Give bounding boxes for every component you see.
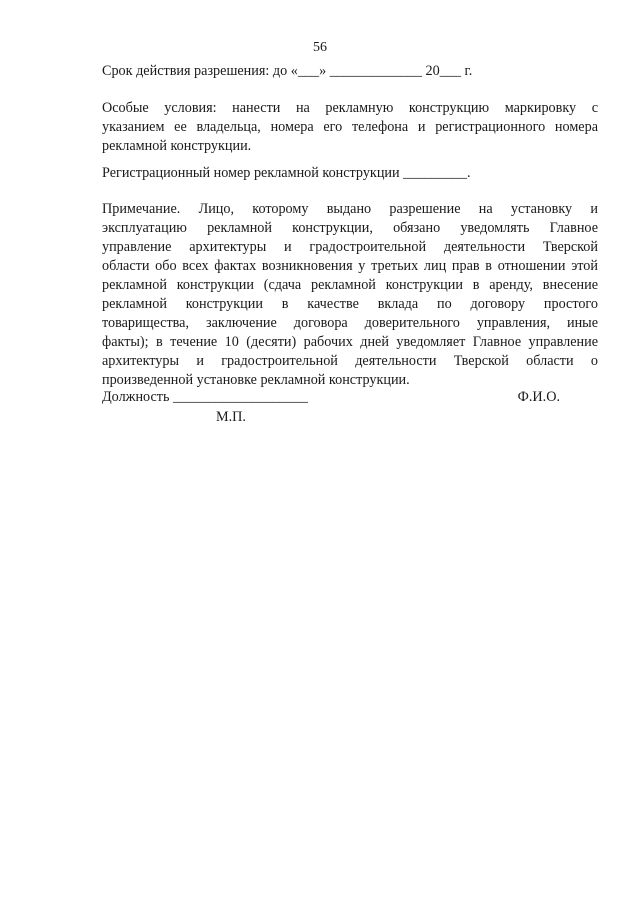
permit-validity-line: Срок действия разрешения: до «___» _____________ 20___ г.	[102, 63, 473, 79]
note-line: произведенной установке рекламной конструкции.	[102, 372, 410, 388]
full-name-label: Ф.И.О.	[517, 389, 560, 405]
note-line: эксплуатацию рекламной конструкции, обязано уведомлять Главное	[102, 220, 598, 236]
note-line: товарищества, заключение договора доверительного управления, иные	[102, 315, 598, 331]
page-number: 56	[313, 40, 327, 55]
position-signature-field: Должность ___________________	[102, 389, 308, 405]
note-paragraph	[102, 200, 598, 390]
note-line: рекламной конструкции в качестве вклада по договору простого	[102, 296, 598, 312]
note-line: Примечание. Лицо, которому выдано разрешение на установку и	[102, 201, 598, 217]
note-line: рекламной конструкции (сдача рекламной конструкции в аренду, внесение	[102, 277, 598, 293]
note-line: управление архитектуры и градостроительной деятельности Тверской	[102, 239, 598, 255]
note-line: архитектуры и градостроительной деятельности Тверской области о	[102, 353, 598, 369]
special-conditions-line: Особые условия: нанести на рекламную конструкцию маркировку с	[102, 100, 598, 116]
special-conditions-paragraph	[102, 99, 598, 156]
note-line: факты); в течение 10 (десяти) рабочих дней уведомляет Главное управление	[102, 334, 598, 350]
special-conditions-line: рекламной конструкции.	[102, 138, 252, 154]
stamp-placeholder-label: М.П.	[216, 409, 246, 425]
registration-number-line: Регистрационный номер рекламной конструкции _________.	[102, 165, 471, 181]
note-line: области обо всех фактах возникновения у третьих лиц прав в отношении этой	[102, 258, 598, 274]
special-conditions-line: указанием ее владельца, номера его телефона и регистрационного номера	[102, 119, 598, 135]
